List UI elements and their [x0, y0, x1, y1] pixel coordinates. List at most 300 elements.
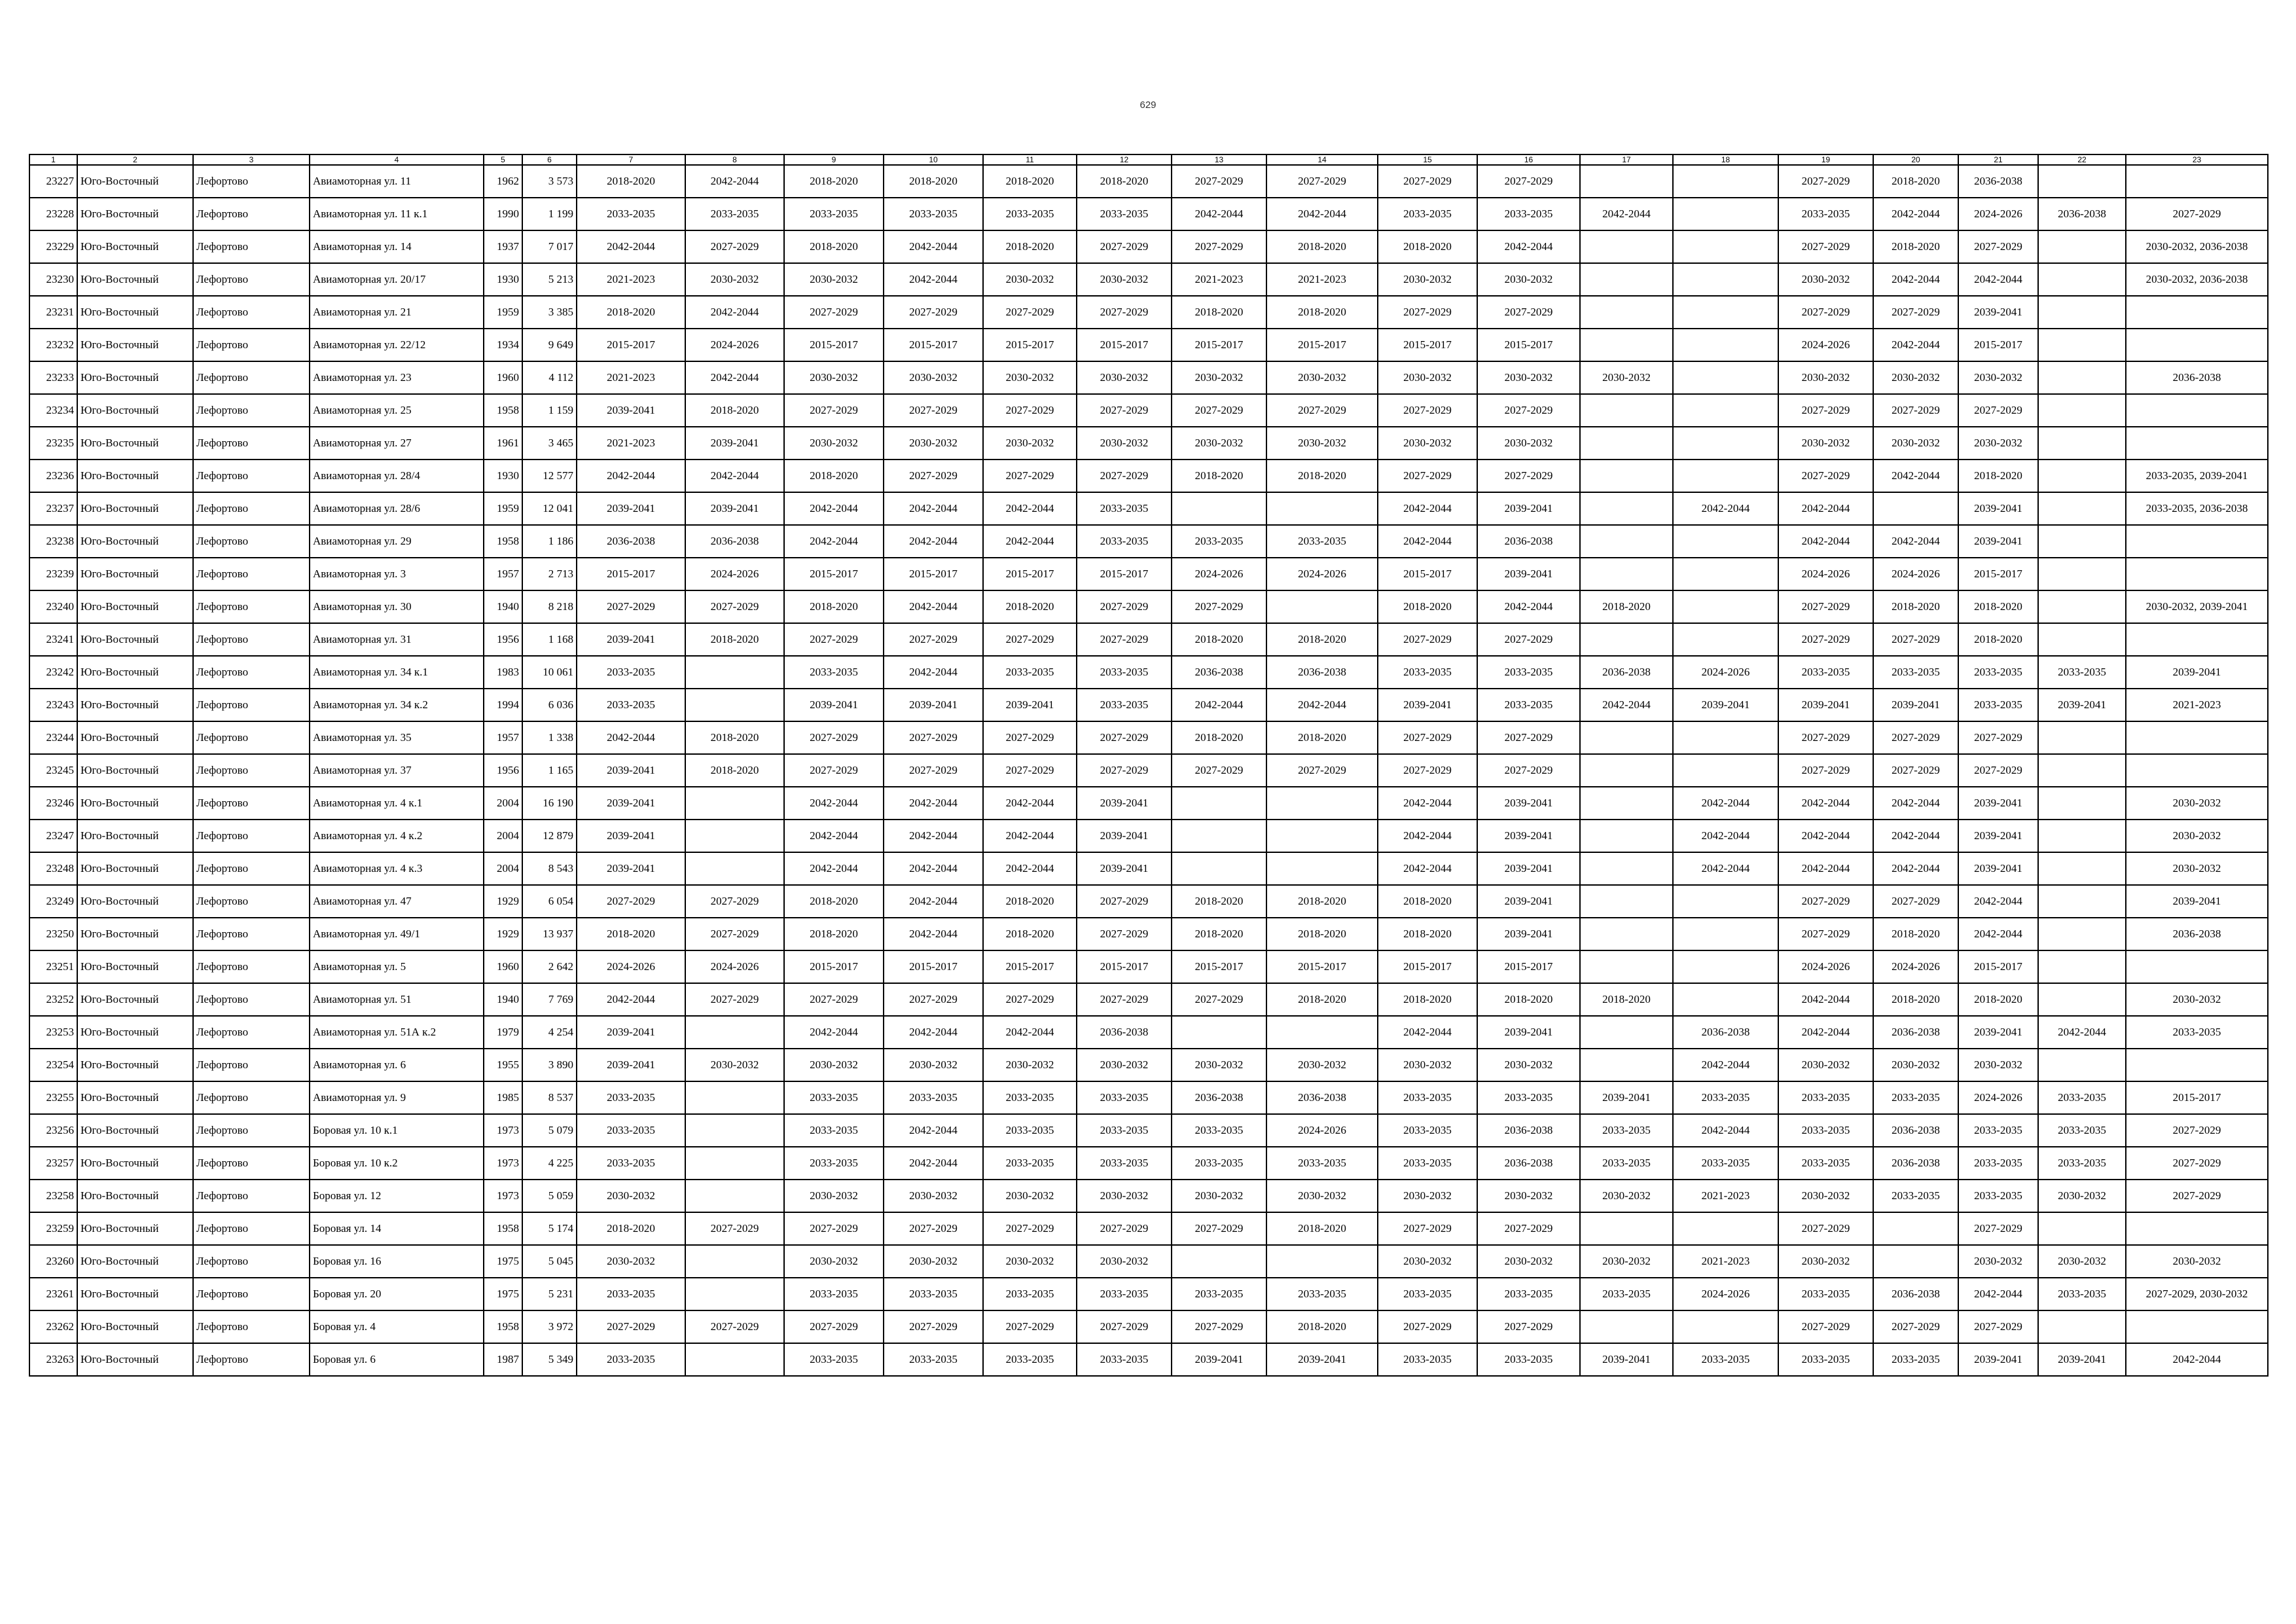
- table-cell: 2030-2032: [577, 1180, 685, 1212]
- table-cell: 2033-2035: [2038, 1278, 2126, 1310]
- table-cell: 2036-2038: [1673, 1016, 1778, 1049]
- table-cell: Лефортово: [193, 852, 310, 885]
- table-cell: [1266, 820, 1378, 852]
- table-cell: Авиамоторная ул. 9: [310, 1081, 484, 1114]
- table-cell: 2039-2041: [2126, 656, 2268, 689]
- table-cell: 2027-2029: [1778, 230, 1873, 263]
- table-cell: 2039-2041: [884, 689, 983, 721]
- table-row: [29, 689, 2268, 721]
- table-cell: [2038, 492, 2126, 525]
- table-cell: Юго-Восточный: [77, 1147, 193, 1180]
- table-cell: Юго-Восточный: [77, 1114, 193, 1147]
- table-cell: 2027-2029: [1172, 754, 1266, 787]
- table-cell: Боровая ул. 20: [310, 1278, 484, 1310]
- table-cell: [1580, 1310, 1673, 1343]
- table-cell: [2038, 525, 2126, 558]
- table-cell: 1990: [484, 198, 522, 230]
- table-cell: Лефортово: [193, 361, 310, 394]
- table-cell: 2033-2035: [1172, 1278, 1266, 1310]
- table-cell: 23255: [29, 1081, 77, 1114]
- table-cell: 2018-2020: [577, 918, 685, 950]
- table-cell: 2033-2035: [1077, 656, 1172, 689]
- table-cell: 2015-2017: [784, 950, 884, 983]
- table-cell: 2030-2032: [1873, 361, 1958, 394]
- table-cell: 2027-2029: [1378, 460, 1477, 492]
- table-cell: 3 972: [522, 1310, 577, 1343]
- table-row: [29, 590, 2268, 623]
- table-cell: 2042-2044: [1378, 787, 1477, 820]
- table-cell: 2042-2044: [983, 492, 1077, 525]
- table-cell: 2033-2035: [1873, 1081, 1958, 1114]
- table-cell: [2038, 1049, 2126, 1081]
- table-cell: 2027-2029: [2126, 1180, 2268, 1212]
- table-cell: 2042-2044: [1172, 198, 1266, 230]
- table-cell: 2030-2032: [1077, 1245, 1172, 1278]
- table-cell: 2042-2044: [884, 885, 983, 918]
- table-cell: 2015-2017: [784, 558, 884, 590]
- table-cell: 2042-2044: [1778, 1016, 1873, 1049]
- table-cell: 23241: [29, 623, 77, 656]
- table-cell: Юго-Восточный: [77, 329, 193, 361]
- table-cell: 2033-2035: [2038, 1081, 2126, 1114]
- table-cell: Авиамоторная ул. 51: [310, 983, 484, 1016]
- table-cell: Лефортово: [193, 198, 310, 230]
- table-cell: 2039-2041: [1873, 689, 1958, 721]
- table-cell: 2039-2041: [2126, 885, 2268, 918]
- table-cell: 2015-2017: [577, 558, 685, 590]
- table-cell: 2033-2035: [1873, 1343, 1958, 1376]
- table-cell: 2018-2020: [1378, 918, 1477, 950]
- table-cell: 2042-2044: [2126, 1343, 2268, 1376]
- table-cell: 2033-2035: [1172, 1114, 1266, 1147]
- table-cell: 2018-2020: [1378, 885, 1477, 918]
- table-cell: 2042-2044: [1778, 820, 1873, 852]
- table-cell: 2039-2041: [1958, 787, 2038, 820]
- table-cell: [2038, 885, 2126, 918]
- table-cell: [1580, 525, 1673, 558]
- table-cell: [1172, 1016, 1266, 1049]
- table-cell: 2033-2035: [983, 1147, 1077, 1180]
- table-cell: 2018-2020: [784, 165, 884, 198]
- table-row: [29, 427, 2268, 460]
- table-cell: 2039-2041: [577, 852, 685, 885]
- table-cell: Авиамоторная ул. 30: [310, 590, 484, 623]
- table-cell: Лефортово: [193, 656, 310, 689]
- table-cell: 5 349: [522, 1343, 577, 1376]
- table-cell: 1959: [484, 492, 522, 525]
- table-cell: 2024-2026: [685, 329, 784, 361]
- table-cell: 2027-2029: [1873, 754, 1958, 787]
- table-cell: 2042-2044: [1378, 492, 1477, 525]
- table-cell: 2033-2035: [1477, 1343, 1580, 1376]
- table-cell: [2126, 394, 2268, 427]
- table-cell: 2042-2044: [577, 460, 685, 492]
- table-cell: Лефортово: [193, 263, 310, 296]
- table-cell: [1580, 623, 1673, 656]
- table-cell: 1930: [484, 263, 522, 296]
- table-cell: 12 577: [522, 460, 577, 492]
- column-header-19: 19: [1778, 154, 1873, 165]
- table-cell: 2039-2041: [1958, 296, 2038, 329]
- table-cell: [685, 852, 784, 885]
- table-cell: 2033-2035: [1580, 1147, 1673, 1180]
- table-cell: 2027-2029: [884, 721, 983, 754]
- table-cell: [685, 1147, 784, 1180]
- table-cell: Авиамоторная ул. 20/17: [310, 263, 484, 296]
- table-cell: Авиамоторная ул. 3: [310, 558, 484, 590]
- table-cell: 2042-2044: [1378, 1016, 1477, 1049]
- table-cell: Авиамоторная ул. 37: [310, 754, 484, 787]
- column-header-15: 15: [1378, 154, 1477, 165]
- table-cell: 2024-2026: [1673, 1278, 1778, 1310]
- table-cell: 2018-2020: [1378, 230, 1477, 263]
- table-cell: 2042-2044: [1873, 263, 1958, 296]
- table-row: [29, 885, 2268, 918]
- table-cell: 6 054: [522, 885, 577, 918]
- table-cell: 2018-2020: [1266, 983, 1378, 1016]
- table-cell: 2030-2032: [1378, 1245, 1477, 1278]
- table-cell: 2018-2020: [784, 918, 884, 950]
- table-cell: 2039-2041: [1077, 852, 1172, 885]
- table-cell: 2030-2032: [1378, 263, 1477, 296]
- table-cell: 2015-2017: [1077, 950, 1172, 983]
- table-cell: 1962: [484, 165, 522, 198]
- table-cell: 2027-2029: [1172, 1310, 1266, 1343]
- table-cell: 2036-2038: [1873, 1147, 1958, 1180]
- table-cell: 2036-2038: [1958, 165, 2038, 198]
- table-cell: 2018-2020: [685, 721, 784, 754]
- column-header-18: 18: [1673, 154, 1778, 165]
- table-cell: 2033-2035: [1378, 198, 1477, 230]
- table-header-row: [29, 154, 2268, 165]
- table-cell: 2042-2044: [685, 296, 784, 329]
- table-cell: 2039-2041: [577, 754, 685, 787]
- table-cell: Лефортово: [193, 1212, 310, 1245]
- table-cell: 1958: [484, 394, 522, 427]
- table-cell: 2033-2035: [2038, 656, 2126, 689]
- table-cell: 1940: [484, 590, 522, 623]
- table-cell: [1172, 852, 1266, 885]
- table-cell: [1580, 263, 1673, 296]
- table-cell: 2033-2035: [1958, 1147, 2038, 1180]
- table-cell: 2024-2026: [1778, 558, 1873, 590]
- table-cell: 23250: [29, 918, 77, 950]
- table-cell: 2030-2032: [2126, 1245, 2268, 1278]
- table-cell: 2024-2026: [1778, 950, 1873, 983]
- table-cell: 2018-2020: [1172, 721, 1266, 754]
- table-cell: 1958: [484, 1310, 522, 1343]
- table-cell: 2042-2044: [685, 460, 784, 492]
- table-cell: 2015-2017: [884, 558, 983, 590]
- table-cell: 2004: [484, 787, 522, 820]
- table-cell: 1958: [484, 525, 522, 558]
- table-cell: Лефортово: [193, 623, 310, 656]
- table-cell: Авиамоторная ул. 34 к.2: [310, 689, 484, 721]
- table-cell: [2038, 296, 2126, 329]
- table-cell: 2039-2041: [1266, 1343, 1378, 1376]
- table-row: [29, 296, 2268, 329]
- table-cell: [2038, 590, 2126, 623]
- table-cell: 2030-2032: [1077, 1049, 1172, 1081]
- table-cell: 2018-2020: [784, 230, 884, 263]
- table-cell: 2027-2029: [884, 623, 983, 656]
- table-cell: 2042-2044: [1873, 525, 1958, 558]
- table-cell: 2039-2041: [685, 427, 784, 460]
- table-cell: 2030-2032: [1266, 361, 1378, 394]
- column-header-2: 2: [77, 154, 193, 165]
- table-cell: 23254: [29, 1049, 77, 1081]
- table-cell: Боровая ул. 10 к.2: [310, 1147, 484, 1180]
- table-cell: 1 165: [522, 754, 577, 787]
- table-cell: 2042-2044: [1673, 492, 1778, 525]
- table-cell: 2021-2023: [577, 427, 685, 460]
- table-cell: Авиамоторная ул. 22/12: [310, 329, 484, 361]
- table-cell: 2024-2026: [1673, 656, 1778, 689]
- table-cell: 2027-2029: [1477, 623, 1580, 656]
- table-cell: 2004: [484, 820, 522, 852]
- table-cell: 2027-2029: [1077, 623, 1172, 656]
- table-cell: 2027-2029: [1778, 721, 1873, 754]
- table-cell: 2030-2032: [983, 427, 1077, 460]
- table-cell: 2042-2044: [1958, 885, 2038, 918]
- table-cell: 2027-2029: [1778, 754, 1873, 787]
- table-cell: 2030-2032: [1378, 1180, 1477, 1212]
- table-cell: [685, 1245, 784, 1278]
- table-cell: 2033-2035: [1378, 1278, 1477, 1310]
- table-cell: 2027-2029: [983, 1212, 1077, 1245]
- table-cell: Юго-Восточный: [77, 623, 193, 656]
- table-cell: [685, 787, 784, 820]
- table-cell: 2027-2029: [784, 754, 884, 787]
- table-cell: [1673, 525, 1778, 558]
- table-cell: 2027-2029: [2126, 198, 2268, 230]
- table-cell: 4 225: [522, 1147, 577, 1180]
- table-row: [29, 852, 2268, 885]
- table-cell: 23228: [29, 198, 77, 230]
- table-cell: 2033-2035: [1077, 1343, 1172, 1376]
- table-cell: 2033-2035: [1378, 1343, 1477, 1376]
- table-cell: 2033-2035: [1077, 492, 1172, 525]
- table-cell: 2021-2023: [577, 263, 685, 296]
- table-cell: [685, 1114, 784, 1147]
- table-cell: Юго-Восточный: [77, 525, 193, 558]
- table-cell: Авиамоторная ул. 14: [310, 230, 484, 263]
- table-cell: 2027-2029: [784, 983, 884, 1016]
- table-cell: 2027-2029: [1378, 394, 1477, 427]
- table-cell: Авиамоторная ул. 47: [310, 885, 484, 918]
- table-cell: 23261: [29, 1278, 77, 1310]
- table-cell: 2033-2035: [784, 1081, 884, 1114]
- table-cell: 2033-2035: [983, 1114, 1077, 1147]
- column-header-12: 12: [1077, 154, 1172, 165]
- table-cell: [1673, 198, 1778, 230]
- table-cell: 2033-2035: [784, 1343, 884, 1376]
- column-header-17: 17: [1580, 154, 1673, 165]
- table-cell: 1940: [484, 983, 522, 1016]
- table-cell: 1985: [484, 1081, 522, 1114]
- table-cell: 2042-2044: [884, 492, 983, 525]
- table-cell: 2036-2038: [1266, 1081, 1378, 1114]
- table-cell: Лефортово: [193, 427, 310, 460]
- table-cell: 2030-2032: [2126, 787, 2268, 820]
- table-row: [29, 1343, 2268, 1376]
- table-cell: [2038, 329, 2126, 361]
- table-cell: 2039-2041: [1477, 918, 1580, 950]
- table-cell: 2027-2029: [685, 230, 784, 263]
- table-cell: [1580, 721, 1673, 754]
- table-cell: 13 937: [522, 918, 577, 950]
- table-cell: 2027-2029, 2030-2032: [2126, 1278, 2268, 1310]
- table-cell: 2027-2029: [1266, 165, 1378, 198]
- table-cell: Лефортово: [193, 754, 310, 787]
- table-cell: 2018-2020: [983, 590, 1077, 623]
- table-cell: 2042-2044: [784, 1016, 884, 1049]
- table-row: [29, 492, 2268, 525]
- table-cell: [1673, 230, 1778, 263]
- table-cell: 2042-2044: [577, 721, 685, 754]
- table-cell: [1580, 1016, 1673, 1049]
- table-row: [29, 623, 2268, 656]
- table-cell: 2042-2044: [1580, 198, 1673, 230]
- table-cell: 2027-2029: [884, 394, 983, 427]
- table-cell: 2033-2035: [1958, 656, 2038, 689]
- table-cell: 2036-2038: [1873, 1016, 1958, 1049]
- table-cell: 2027-2029: [685, 590, 784, 623]
- table-cell: [685, 1081, 784, 1114]
- table-cell: 2027-2029: [1778, 165, 1873, 198]
- table-cell: 2027-2029: [1172, 983, 1266, 1016]
- table-cell: 2030-2032: [983, 1180, 1077, 1212]
- table-cell: 2024-2026: [685, 558, 784, 590]
- table-cell: Боровая ул. 4: [310, 1310, 484, 1343]
- table-cell: 1956: [484, 754, 522, 787]
- table-cell: Юго-Восточный: [77, 361, 193, 394]
- table-cell: 2030-2032: [1477, 427, 1580, 460]
- table-cell: 2033-2035: [1077, 1114, 1172, 1147]
- table-cell: 23249: [29, 885, 77, 918]
- table-cell: 2033-2035: [1673, 1081, 1778, 1114]
- table-cell: 2018-2020: [1172, 296, 1266, 329]
- table-cell: 2030-2032, 2036-2038: [2126, 263, 2268, 296]
- table-row: [29, 1147, 2268, 1180]
- table-cell: 9 649: [522, 329, 577, 361]
- table-cell: 2027-2029: [784, 296, 884, 329]
- table-cell: [1673, 918, 1778, 950]
- table-cell: 2039-2041: [1477, 820, 1580, 852]
- table-cell: 2024-2026: [1873, 558, 1958, 590]
- table-cell: 3 890: [522, 1049, 577, 1081]
- table-cell: 2033-2035: [1378, 1081, 1477, 1114]
- table-cell: 2018-2020: [1266, 623, 1378, 656]
- table-cell: 2039-2041: [1673, 689, 1778, 721]
- table-cell: 2033-2035: [1778, 198, 1873, 230]
- table-cell: 2036-2038: [1172, 1081, 1266, 1114]
- table-cell: 2030-2032: [784, 263, 884, 296]
- table-cell: 2033-2035: [1958, 689, 2038, 721]
- table-cell: [1673, 165, 1778, 198]
- table-cell: [2038, 852, 2126, 885]
- table-cell: [1266, 787, 1378, 820]
- table-cell: 2033-2035: [884, 1278, 983, 1310]
- table-cell: 2033-2035: [1873, 656, 1958, 689]
- table-cell: 2030-2032: [1172, 1180, 1266, 1212]
- table-cell: 2042-2044: [784, 820, 884, 852]
- table-cell: 2018-2020: [1873, 590, 1958, 623]
- table-cell: Юго-Восточный: [77, 1310, 193, 1343]
- table-cell: Лефортово: [193, 787, 310, 820]
- column-header-1: 1: [29, 154, 77, 165]
- table-cell: 2030-2032: [1077, 263, 1172, 296]
- table-cell: 2042-2044: [1673, 820, 1778, 852]
- table-cell: [1266, 590, 1378, 623]
- table-cell: 2027-2029: [1958, 754, 2038, 787]
- table-cell: 2033-2035: [884, 1081, 983, 1114]
- table-cell: 2027-2029: [983, 394, 1077, 427]
- table-cell: 2033-2035: [577, 198, 685, 230]
- table-row: [29, 950, 2268, 983]
- table-cell: 2033-2035: [1673, 1343, 1778, 1376]
- table-cell: 2027-2029: [1172, 394, 1266, 427]
- table-cell: Юго-Восточный: [77, 1016, 193, 1049]
- table-cell: 2036-2038: [685, 525, 784, 558]
- table-cell: Авиамоторная ул. 23: [310, 361, 484, 394]
- table-cell: 2030-2032: [983, 263, 1077, 296]
- table-cell: [685, 1278, 784, 1310]
- table-cell: 2027-2029: [685, 1310, 784, 1343]
- table-cell: 2027-2029: [884, 754, 983, 787]
- table-cell: 1983: [484, 656, 522, 689]
- table-cell: 2033-2035: [1477, 656, 1580, 689]
- table-cell: Юго-Восточный: [77, 754, 193, 787]
- table-cell: 2033-2035: [1077, 1278, 1172, 1310]
- table-cell: 23239: [29, 558, 77, 590]
- table-cell: [1873, 1245, 1958, 1278]
- table-cell: 2039-2041: [1958, 525, 2038, 558]
- table-cell: 2030-2032: [1873, 427, 1958, 460]
- table-cell: 1973: [484, 1180, 522, 1212]
- column-header-5: 5: [484, 154, 522, 165]
- table-cell: 2039-2041: [1958, 820, 2038, 852]
- table-cell: 5 045: [522, 1245, 577, 1278]
- table-cell: 23230: [29, 263, 77, 296]
- table-cell: 2027-2029: [1172, 1212, 1266, 1245]
- table-cell: 2036-2038: [1077, 1016, 1172, 1049]
- table-cell: [1580, 787, 1673, 820]
- table-cell: 2039-2041: [1477, 885, 1580, 918]
- table-cell: 2033-2035: [577, 1147, 685, 1180]
- table-cell: 2042-2044: [884, 590, 983, 623]
- table-cell: 2021-2023: [1673, 1180, 1778, 1212]
- table-cell: 7 769: [522, 983, 577, 1016]
- table-cell: Лефортово: [193, 1278, 310, 1310]
- table-cell: 2042-2044: [1580, 689, 1673, 721]
- table-cell: [1172, 820, 1266, 852]
- table-cell: 2033-2035: [577, 689, 685, 721]
- table-cell: Юго-Восточный: [77, 787, 193, 820]
- table-cell: 2030-2032: [1477, 1180, 1580, 1212]
- table-cell: 2027-2029: [784, 1212, 884, 1245]
- table-cell: 2042-2044: [884, 263, 983, 296]
- table-cell: 2042-2044: [884, 525, 983, 558]
- table-cell: 23236: [29, 460, 77, 492]
- table-cell: 2030-2032: [1266, 427, 1378, 460]
- table-cell: [1266, 492, 1378, 525]
- table-cell: Юго-Восточный: [77, 492, 193, 525]
- table-cell: 2027-2029: [1077, 230, 1172, 263]
- table-cell: 2027-2029: [1077, 394, 1172, 427]
- table-cell: 2027-2029: [1958, 1310, 2038, 1343]
- table-cell: 2027-2029: [1378, 1310, 1477, 1343]
